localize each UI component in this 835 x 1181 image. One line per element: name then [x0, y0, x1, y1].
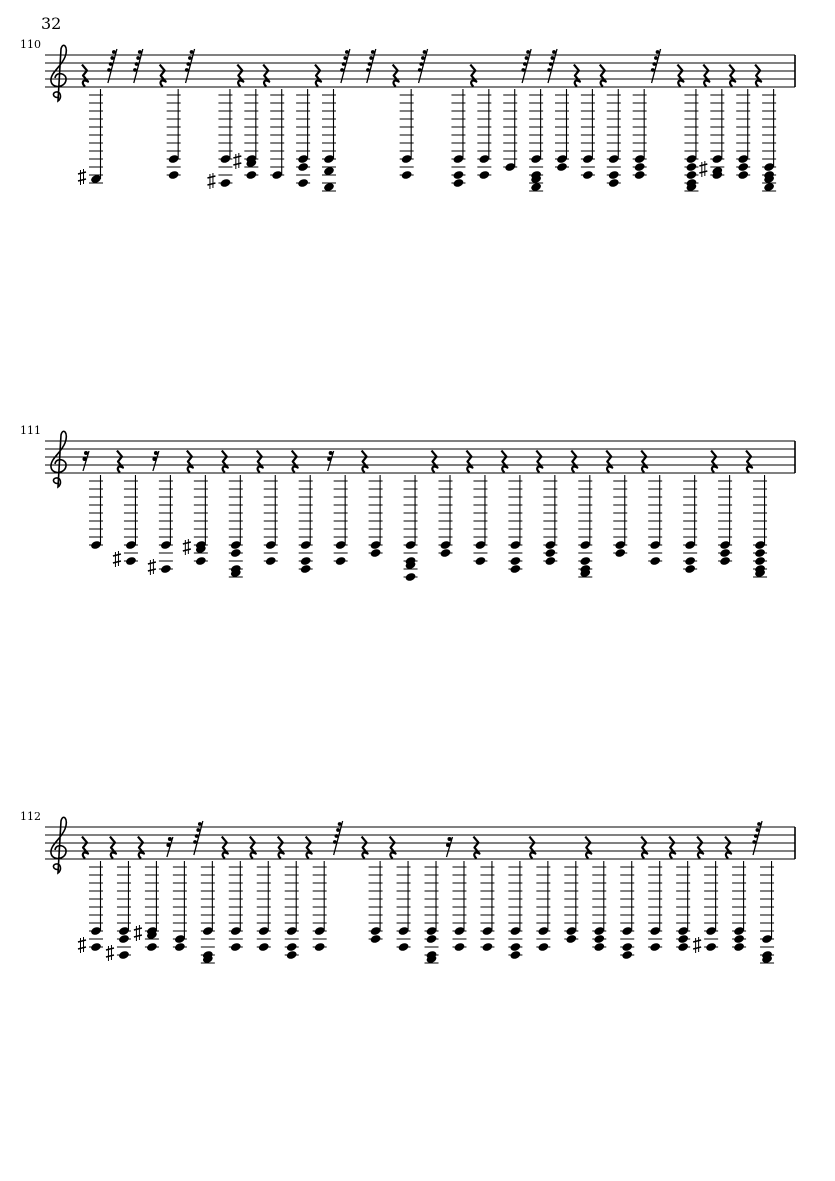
quarter-rest: [729, 65, 735, 87]
quarter-rest: [697, 837, 703, 859]
thirtysecond-rest: [334, 821, 343, 855]
music-event: [651, 49, 661, 83]
notehead: [454, 942, 466, 952]
music-event: [207, 89, 232, 189]
notehead: [634, 170, 646, 180]
music-event: [641, 837, 662, 952]
rest-flag-dot: [366, 68, 370, 72]
thirtysecond-rest: [367, 49, 376, 83]
quarter-rest: [362, 837, 368, 859]
music-event: [113, 451, 138, 567]
music-event: [536, 451, 557, 566]
treble-clef: [51, 431, 66, 487]
notehead: [174, 942, 186, 952]
notehead: [440, 548, 452, 558]
quarter-rest: [529, 837, 535, 859]
quarter-rest: [292, 451, 298, 473]
notehead: [621, 950, 633, 960]
notehead: [245, 170, 257, 180]
notehead: [684, 556, 696, 566]
rest-flag-dot: [418, 68, 422, 72]
quarter-rest: [725, 837, 731, 859]
sharp-stroke: [148, 562, 156, 564]
music-event: [752, 821, 774, 964]
rest-flag-dot: [338, 822, 342, 826]
notehead: [265, 556, 277, 566]
notehead: [593, 942, 605, 952]
sharp-stroke: [183, 549, 191, 551]
quarter-rest: [571, 451, 577, 473]
rest-flag-dot: [652, 62, 656, 66]
rest-flag-dot: [107, 68, 111, 72]
notehead: [621, 942, 633, 952]
music-event: [585, 837, 606, 952]
music-event: [193, 821, 215, 964]
rest-flag-dot: [371, 50, 375, 54]
music-event: [571, 451, 592, 578]
music-event: [755, 65, 776, 192]
music-event: [107, 49, 117, 83]
music-event: [725, 837, 746, 952]
sharp-stroke: [207, 176, 215, 178]
quarter-rest: [160, 65, 166, 87]
music-event: [418, 49, 428, 83]
rest-flag-dot: [551, 56, 555, 60]
quarter-rest: [306, 837, 312, 859]
rest-flag-dot: [195, 834, 199, 838]
staff-system: [45, 817, 795, 964]
music-event: [729, 65, 750, 180]
music-event: [620, 861, 634, 960]
rest-flag-dot: [369, 56, 373, 60]
notehead: [258, 942, 270, 952]
notehead: [314, 942, 326, 952]
rest-flag-dot: [185, 68, 189, 72]
notehead: [90, 942, 102, 952]
quarter-rest: [315, 65, 321, 87]
quarter-rest: [466, 451, 472, 473]
measure-number: 112: [20, 810, 41, 823]
treble-clef: [51, 817, 66, 873]
sharp-stroke: [134, 928, 142, 930]
quarter-rest: [641, 451, 647, 473]
notehead: [509, 942, 521, 952]
music-event: [222, 451, 243, 578]
music-event: [606, 451, 627, 558]
rest-flag-dot: [186, 62, 190, 66]
rest-flag-dot: [133, 68, 137, 72]
sharp-stroke: [693, 947, 701, 949]
quarter-rest: [432, 451, 438, 473]
staff-system: [45, 45, 795, 192]
rest-flag-dot: [84, 451, 88, 455]
notehead: [677, 934, 689, 944]
rest-flag-dot: [552, 50, 556, 54]
music-event: [699, 65, 724, 180]
music-event: [501, 451, 522, 574]
music-event: [600, 65, 621, 188]
music-event: [278, 837, 299, 960]
notehead: [125, 556, 137, 566]
notehead: [719, 548, 731, 558]
quarter-rest: [263, 65, 269, 87]
music-event: [547, 49, 569, 172]
sharp-stroke: [183, 542, 191, 544]
notehead: [118, 950, 130, 960]
music-event: [306, 837, 327, 952]
notehead: [614, 548, 626, 558]
quarter-rest: [600, 65, 606, 87]
notehead: [426, 934, 438, 944]
notehead: [737, 170, 749, 180]
notehead: [146, 942, 158, 952]
music-event: [432, 451, 453, 558]
rest-flag-dot: [196, 828, 200, 832]
notehead: [544, 548, 556, 558]
notehead: [195, 556, 207, 566]
notehead: [537, 942, 549, 952]
rest-flag-dot: [421, 56, 425, 60]
rest-flag-dot: [152, 457, 156, 461]
music-event: [470, 65, 491, 180]
sharp-stroke: [113, 554, 121, 556]
music-event: [641, 451, 662, 566]
notehead: [509, 556, 521, 566]
music-event: [466, 451, 487, 566]
music-event: [362, 837, 383, 944]
music-event: [693, 837, 718, 953]
notehead: [118, 934, 130, 944]
notehead: [453, 170, 465, 180]
quarter-rest: [187, 451, 193, 473]
rest-flag-dot: [525, 56, 529, 60]
sharp-stroke: [233, 163, 241, 165]
rest-flag-dot: [523, 62, 527, 66]
quarter-rest: [138, 837, 144, 859]
thirtysecond-rest: [548, 49, 557, 83]
sharp-stroke: [78, 947, 86, 949]
notehead: [509, 950, 521, 960]
notehead: [453, 178, 465, 188]
rest-flag-dot: [654, 56, 658, 60]
music-event: [296, 89, 310, 188]
treble-clef: [51, 45, 66, 101]
music-event: [677, 65, 698, 192]
rest-flag-dot: [446, 843, 450, 847]
thirtysecond-rest: [419, 49, 428, 83]
quarter-rest: [606, 451, 612, 473]
rest-flag-dot: [447, 837, 451, 841]
quarter-rest: [393, 65, 399, 87]
notehead: [370, 548, 382, 558]
music-event: [669, 837, 690, 952]
notehead: [686, 162, 698, 172]
sharp-stroke: [233, 156, 241, 158]
notehead: [401, 170, 413, 180]
rest-flag-dot: [138, 50, 142, 54]
notehead: [230, 548, 242, 558]
music-event: [78, 837, 103, 953]
rest-flag-dot: [757, 822, 761, 826]
rest-flag-dot: [110, 56, 114, 60]
notehead: [608, 170, 620, 180]
music-event: [393, 65, 414, 180]
music-event: [250, 837, 271, 952]
rest-flag-dot: [754, 834, 758, 838]
music-event: [133, 49, 143, 83]
notehead: [754, 556, 766, 566]
music-event: [160, 65, 181, 180]
rest-flag-dot: [651, 68, 655, 72]
music-event: [362, 451, 383, 558]
rest-flag-dot: [109, 62, 113, 66]
music-event: [327, 451, 348, 566]
thirtysecond-rest: [194, 821, 203, 855]
music-event: [521, 49, 543, 192]
sharp-stroke: [113, 561, 121, 563]
music-event: [425, 861, 439, 964]
quarter-rest: [390, 837, 396, 859]
rest-flag-dot: [521, 68, 525, 72]
rest-flag-dot: [329, 451, 333, 455]
quarter-rest: [250, 837, 256, 859]
music-event: [83, 451, 104, 550]
music-event: [711, 451, 732, 566]
music-event: [529, 837, 550, 952]
measure-number: 111: [20, 424, 41, 437]
music-event: [333, 821, 343, 855]
notehead: [684, 564, 696, 574]
sharp-stroke: [148, 569, 156, 571]
music-event: [564, 861, 578, 944]
rest-flag-dot: [136, 56, 140, 60]
quarter-rest: [501, 451, 507, 473]
rest-flag-dot: [193, 840, 197, 844]
notehead: [719, 556, 731, 566]
notehead: [634, 162, 646, 172]
quarter-rest: [117, 451, 123, 473]
sharp-stroke: [78, 179, 86, 181]
rest-flag-dot: [336, 828, 340, 832]
thirtysecond-rest: [108, 49, 117, 83]
quarter-rest: [669, 837, 675, 859]
rest-flag-dot: [335, 834, 339, 838]
notehead: [649, 556, 661, 566]
rest-flag-dot: [154, 451, 158, 455]
notehead: [168, 170, 180, 180]
notehead: [398, 942, 410, 952]
notehead: [649, 942, 661, 952]
notehead: [475, 556, 487, 566]
thirtysecond-rest: [652, 49, 661, 83]
thirtysecond-rest: [341, 49, 350, 83]
staff-system: [45, 431, 795, 582]
notehead: [544, 556, 556, 566]
rest-flag-dot: [547, 68, 551, 72]
quarter-rest: [703, 65, 709, 87]
notehead: [286, 942, 298, 952]
notehead: [220, 178, 232, 188]
notehead: [509, 564, 521, 574]
music-event: [508, 861, 522, 960]
music-event: [366, 49, 376, 83]
music-event: [134, 837, 159, 952]
quarter-rest: [222, 837, 228, 859]
quarter-rest: [473, 837, 479, 859]
music-event: [683, 475, 697, 574]
music-event: [390, 837, 411, 952]
music-event: [148, 451, 173, 575]
notehead: [582, 170, 594, 180]
notehead: [478, 170, 490, 180]
quarter-rest: [362, 451, 368, 473]
rest-flag-dot: [526, 50, 530, 54]
notehead: [300, 556, 312, 566]
sharp-stroke: [699, 164, 707, 166]
rest-flag-dot: [368, 62, 372, 66]
notehead: [405, 572, 417, 582]
rest-flag-dot: [333, 840, 337, 844]
sharp-stroke: [78, 940, 86, 942]
quarter-rest: [82, 837, 88, 859]
music-event: [185, 49, 195, 83]
music-event: [166, 837, 187, 952]
music-event: [263, 65, 284, 180]
rest-flag-dot: [327, 457, 331, 461]
rest-flag-dot: [83, 457, 87, 461]
music-event: [404, 475, 418, 582]
rest-flag-dot: [419, 62, 423, 66]
notehead: [297, 178, 309, 188]
rest-flag-dot: [135, 62, 139, 66]
sharp-stroke: [134, 935, 142, 937]
music-event: [473, 837, 494, 952]
notehead: [593, 934, 605, 944]
rest-flag-dot: [423, 50, 427, 54]
notehead: [556, 162, 568, 172]
music-event: [340, 49, 350, 83]
notehead: [482, 942, 494, 952]
notehead: [733, 934, 745, 944]
notehead: [737, 162, 749, 172]
music-event: [746, 451, 767, 578]
rest-flag-dot: [190, 50, 194, 54]
music-event: [451, 89, 465, 188]
rest-flag-dot: [168, 837, 172, 841]
thirtysecond-rest: [522, 49, 531, 83]
sharp-stroke: [106, 948, 114, 950]
sharp-stroke: [106, 955, 114, 957]
rest-flag-dot: [112, 50, 116, 54]
quarter-rest: [110, 837, 116, 859]
sharp-stroke: [693, 940, 701, 942]
notehead: [160, 564, 172, 574]
notehead: [286, 950, 298, 960]
notehead: [565, 934, 577, 944]
notehead: [300, 564, 312, 574]
quarter-rest: [470, 65, 476, 87]
rest-flag-dot: [340, 68, 344, 72]
rest-flag-dot: [166, 843, 170, 847]
notehead: [608, 178, 620, 188]
notehead: [579, 556, 591, 566]
music-event: [233, 65, 258, 180]
notehead: [297, 162, 309, 172]
notehead: [705, 942, 717, 952]
sharp-stroke: [78, 172, 86, 174]
quarter-rest: [536, 451, 542, 473]
rest-flag-dot: [656, 50, 660, 54]
measure-number: 110: [20, 38, 41, 51]
quarter-rest: [746, 451, 752, 473]
notehead: [733, 942, 745, 952]
music-event: [292, 451, 313, 574]
quarter-rest: [237, 65, 243, 87]
thirtysecond-rest: [186, 49, 195, 83]
music-event: [633, 89, 647, 180]
music-event: [574, 65, 595, 180]
quarter-rest: [677, 65, 683, 87]
music-event: [503, 89, 517, 172]
quarter-rest: [711, 451, 717, 473]
quarter-rest: [585, 837, 591, 859]
music-event: [446, 837, 467, 952]
music-event: [222, 837, 243, 952]
quarter-rest: [82, 65, 88, 87]
music-event: [315, 65, 336, 192]
rest-flag-dot: [345, 50, 349, 54]
rest-flag-dot: [756, 828, 760, 832]
rest-flag-dot: [198, 822, 202, 826]
quarter-rest: [278, 837, 284, 859]
quarter-rest: [257, 451, 263, 473]
notehead: [230, 942, 242, 952]
notehead: [686, 170, 698, 180]
notehead: [754, 548, 766, 558]
quarter-rest: [755, 65, 761, 87]
rest-flag-dot: [343, 56, 347, 60]
music-event: [183, 451, 208, 566]
rest-flag-dot: [188, 56, 192, 60]
quarter-rest: [574, 65, 580, 87]
notehead: [335, 556, 347, 566]
music-event: [257, 451, 278, 566]
rest-flag-dot: [342, 62, 346, 66]
quarter-rest: [641, 837, 647, 859]
notehead: [370, 934, 382, 944]
thirtysecond-rest: [753, 821, 762, 855]
music-event: [106, 837, 131, 961]
rest-flag-dot: [549, 62, 553, 66]
thirtysecond-rest: [134, 49, 143, 83]
rest-flag-dot: [752, 840, 756, 844]
sharp-stroke: [699, 171, 707, 173]
quarter-rest: [222, 451, 228, 473]
sharp-stroke: [207, 183, 215, 185]
notehead: [677, 942, 689, 952]
page-number: 32: [41, 14, 62, 33]
music-event: [78, 65, 103, 185]
